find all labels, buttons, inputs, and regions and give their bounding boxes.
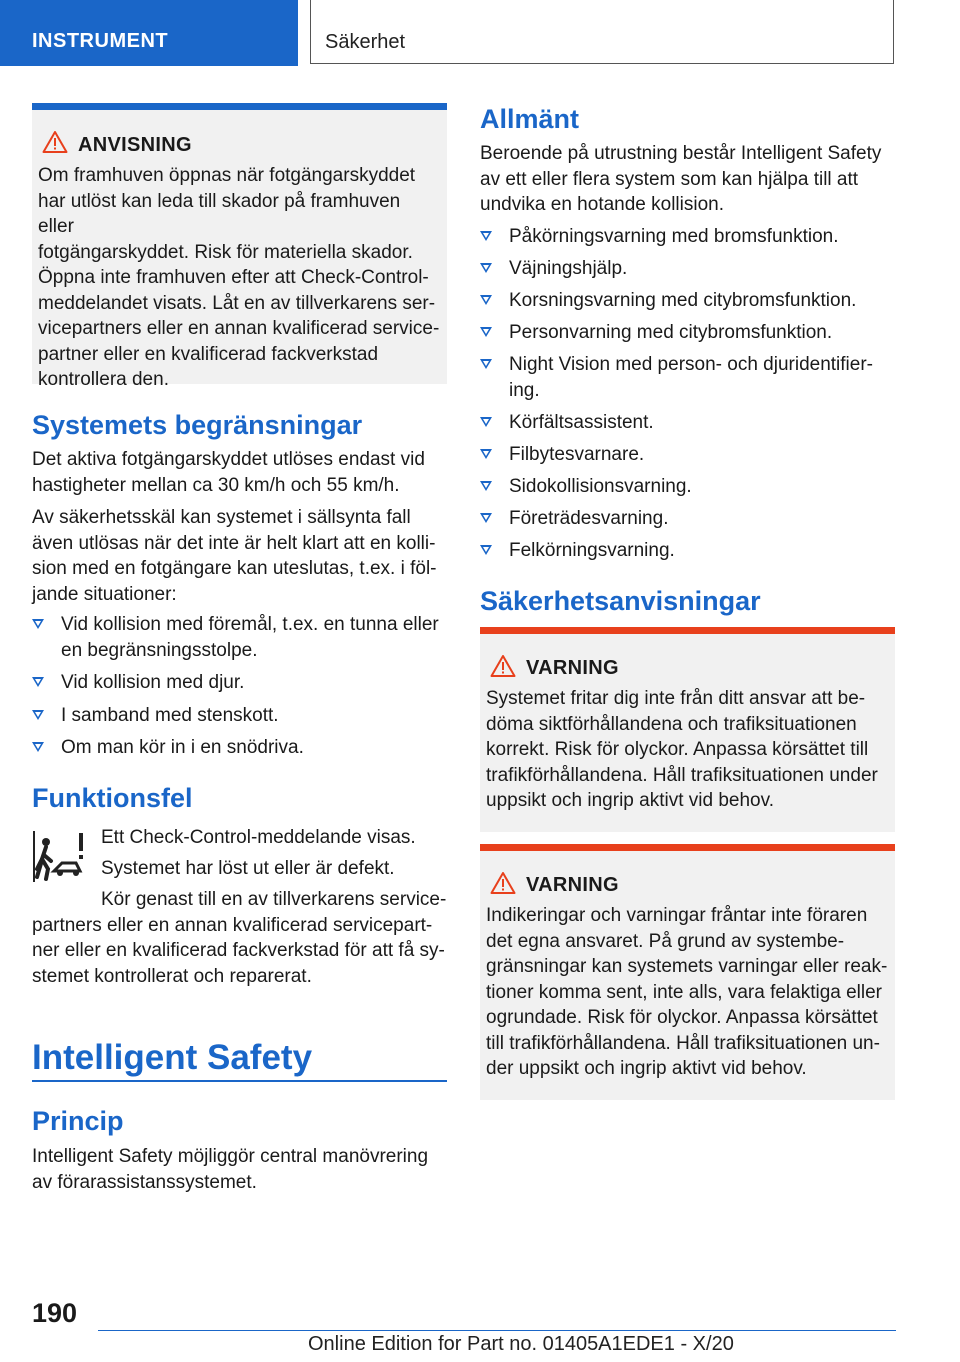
notice-box [32, 103, 447, 390]
text-line: partner eller en kvalificerad fackverkstad [38, 343, 379, 365]
list-item [32, 670, 452, 696]
list-item [480, 352, 900, 403]
general-paragraph [480, 141, 900, 218]
text-line: Night Vision med person- och djuridentifier- [509, 354, 873, 375]
chapter-title-rule [32, 1080, 447, 1082]
general-heading: Allmänt [480, 104, 580, 134]
list-item [32, 703, 452, 729]
footer-rule [98, 1330, 896, 1331]
limits-paragraph-2 [32, 505, 452, 607]
header-section-tab [0, 0, 298, 66]
text-line: döma siktförhållandena och trafiksituationen [486, 713, 857, 735]
text-line: även utlösas när det inte är helt klart att en kolli- [32, 532, 436, 554]
text-line: trafikförhållandena. Håll trafiksituationen under [486, 764, 878, 786]
text-line: till trafikförhållandena. Håll trafiksituationen un- [486, 1032, 880, 1054]
triangle-bullet-icon [480, 231, 492, 241]
malfunction-line-1: Ett Check-Control-meddelande visas. [101, 827, 416, 848]
triangle-bullet-icon [480, 327, 492, 337]
triangle-bullet-icon [32, 677, 44, 687]
triangle-bullet-icon [32, 742, 44, 752]
triangle-bullet-icon [32, 710, 44, 720]
text-line: av ett eller flera system som kan hjälpa till att [480, 168, 859, 190]
text-line: jande situationer: [32, 583, 177, 605]
list-item [32, 612, 452, 663]
text-line: det egna ansvaret. På grund av systembe- [486, 930, 845, 952]
text-line: ing. [509, 379, 540, 401]
malfunction-paragraph [32, 887, 452, 989]
text-line: Beroende på utrustning består Intelligent Safety [480, 143, 882, 164]
triangle-bullet-icon [480, 263, 492, 273]
text-line: Öppna inte framhuven efter att Check-Control- [38, 267, 429, 288]
notice-bar [32, 103, 447, 110]
text-line: sion med en fotgängare kan uteslutas, t.ex. i föl- [32, 558, 437, 579]
header-chapter-label: Säkerhet [325, 31, 406, 53]
text-line: Sidokollisionsvarning. [509, 475, 692, 497]
text-line: vicepartners eller en annan kvalificerad service- [38, 318, 440, 339]
text-line: Systemet fritar dig inte från ditt ansvar att be- [486, 688, 866, 709]
footer-edition: Online Edition for Part no. 01405A1EDE1 - X/20 [308, 1333, 734, 1355]
text-line: Av säkerhetsskäl kan systemet i sällsynta fall [32, 507, 411, 528]
text-line: hastigheter mellan ca 30 km/h och 55 km/h. [32, 474, 400, 496]
text-line: meddelandet visats. Låt en av tillverkarens ser- [38, 292, 436, 314]
text-line: av förarassistanssystemet. [32, 1171, 257, 1193]
text-line: kontrollera den. [38, 369, 169, 390]
text-line: gränsningar kan systemets varningar eller reak- [486, 956, 888, 977]
notice-title: ANVISNING [78, 134, 192, 156]
limits-paragraph-1 [32, 447, 452, 498]
warning-text [486, 903, 889, 1082]
text-line: Om framhuven öppnas när fotgängarskyddet [38, 165, 416, 186]
text-line: Företrädesvarning. [509, 507, 669, 529]
triangle-bullet-icon [32, 619, 44, 629]
text-line: ogrundade. Risk för olyckor. Anpassa körsättet [486, 1007, 878, 1028]
safety-heading: Säkerhetsanvisningar [480, 586, 761, 616]
principle-paragraph [32, 1144, 452, 1195]
malfunction-heading: Funktionsfel [32, 783, 193, 813]
list-item [480, 410, 900, 436]
triangle-bullet-icon [480, 359, 492, 369]
list-item [480, 256, 900, 282]
malfunction-line-2: Systemet har löst ut eller är defekt. [101, 858, 395, 879]
text-line: ner eller en kvalificerad fackverkstad för att få sy- [32, 940, 445, 961]
triangle-bullet-icon [480, 513, 492, 523]
triangle-bullet-icon [480, 481, 492, 491]
text-line: uppsikt och ingrip aktivt vid behov. [486, 790, 774, 811]
list-item [480, 224, 900, 250]
list-item [480, 474, 900, 500]
limits-heading: Systemets begränsningar [32, 410, 363, 440]
warning-bar [480, 627, 895, 634]
limits-list [32, 612, 452, 761]
general-list [480, 224, 900, 563]
triangle-bullet-icon [480, 545, 492, 555]
text-line: partners eller en annan kvalificerad servicepart- [32, 914, 433, 936]
text-line: fotgängarskyddet. Risk för materiella skador. [38, 241, 413, 263]
triangle-bullet-icon [480, 449, 492, 459]
chapter-title: Intelligent Safety [32, 1038, 313, 1077]
header-chapter-box [310, 0, 894, 64]
text-line: stemet kontrollerat och reparerat. [32, 965, 312, 987]
text-line: Intelligent Safety möjliggör central manövrering [32, 1146, 429, 1167]
warning-triangle-icon [490, 871, 516, 895]
warning-title: VARNING [526, 657, 619, 679]
text-line: korrekt. Risk för olyckor. Anpassa körsättet till [486, 739, 869, 760]
list-item [480, 538, 900, 564]
text-line: Indikeringar och varningar fråntar inte föraren [486, 905, 868, 926]
header-section-label: INSTRUMENT [32, 30, 169, 52]
text-line: Felkörningsvarning. [509, 539, 675, 561]
text-line: Kör genast till en av tillverkarens service- [101, 889, 447, 910]
list-item [480, 506, 900, 532]
text-line: Filbytesvarnare. [509, 443, 645, 465]
text-line: Väjningshjälp. [509, 258, 628, 279]
warning-bar [480, 844, 895, 851]
text-line: Om man kör in i en snödriva. [61, 737, 304, 758]
list-item [480, 320, 900, 346]
warning-box-2 [480, 844, 895, 1100]
text-line: har utlöst kan leda till skador på framhuven eller [38, 190, 401, 237]
notice-text [38, 163, 441, 393]
text-line: I samband med stenskott. [61, 704, 279, 726]
text-line: Vid kollision med föremål, t.ex. en tunna eller [61, 614, 439, 635]
warning-triangle-icon [490, 654, 516, 678]
principle-heading: Princip [32, 1106, 124, 1136]
text-line: Påkörningsvarning med bromsfunktion. [509, 226, 839, 247]
triangle-bullet-icon [480, 417, 492, 427]
list-item [480, 442, 900, 468]
warning-text [486, 686, 889, 814]
triangle-bullet-icon [480, 295, 492, 305]
warning-triangle-icon [42, 130, 68, 154]
text-line: undvika en hotande kollision. [480, 194, 725, 215]
warning-title: VARNING [526, 874, 619, 896]
text-line: Personvarning med citybromsfunktion. [509, 322, 833, 343]
list-item [480, 288, 900, 314]
text-line: Körfältsassistent. [509, 411, 654, 433]
text-line: tioner komma sent, inte alls, vara felaktiga eller [486, 981, 883, 1003]
text-line: Det aktiva fotgängarskyddet utlöses endast vid [32, 449, 425, 470]
page-number: 190 [32, 1298, 78, 1328]
warning-box-1 [480, 627, 895, 832]
list-item [32, 735, 452, 761]
text-line: en begränsningsstolpe. [61, 639, 258, 661]
text-line: Vid kollision med djur. [61, 672, 245, 693]
text-line: Korsningsvarning med citybromsfunktion. [509, 290, 857, 311]
text-line: der uppsikt och ingrip aktivt vid behov. [486, 1058, 807, 1079]
pedestrian-protection-icon [32, 829, 88, 884]
